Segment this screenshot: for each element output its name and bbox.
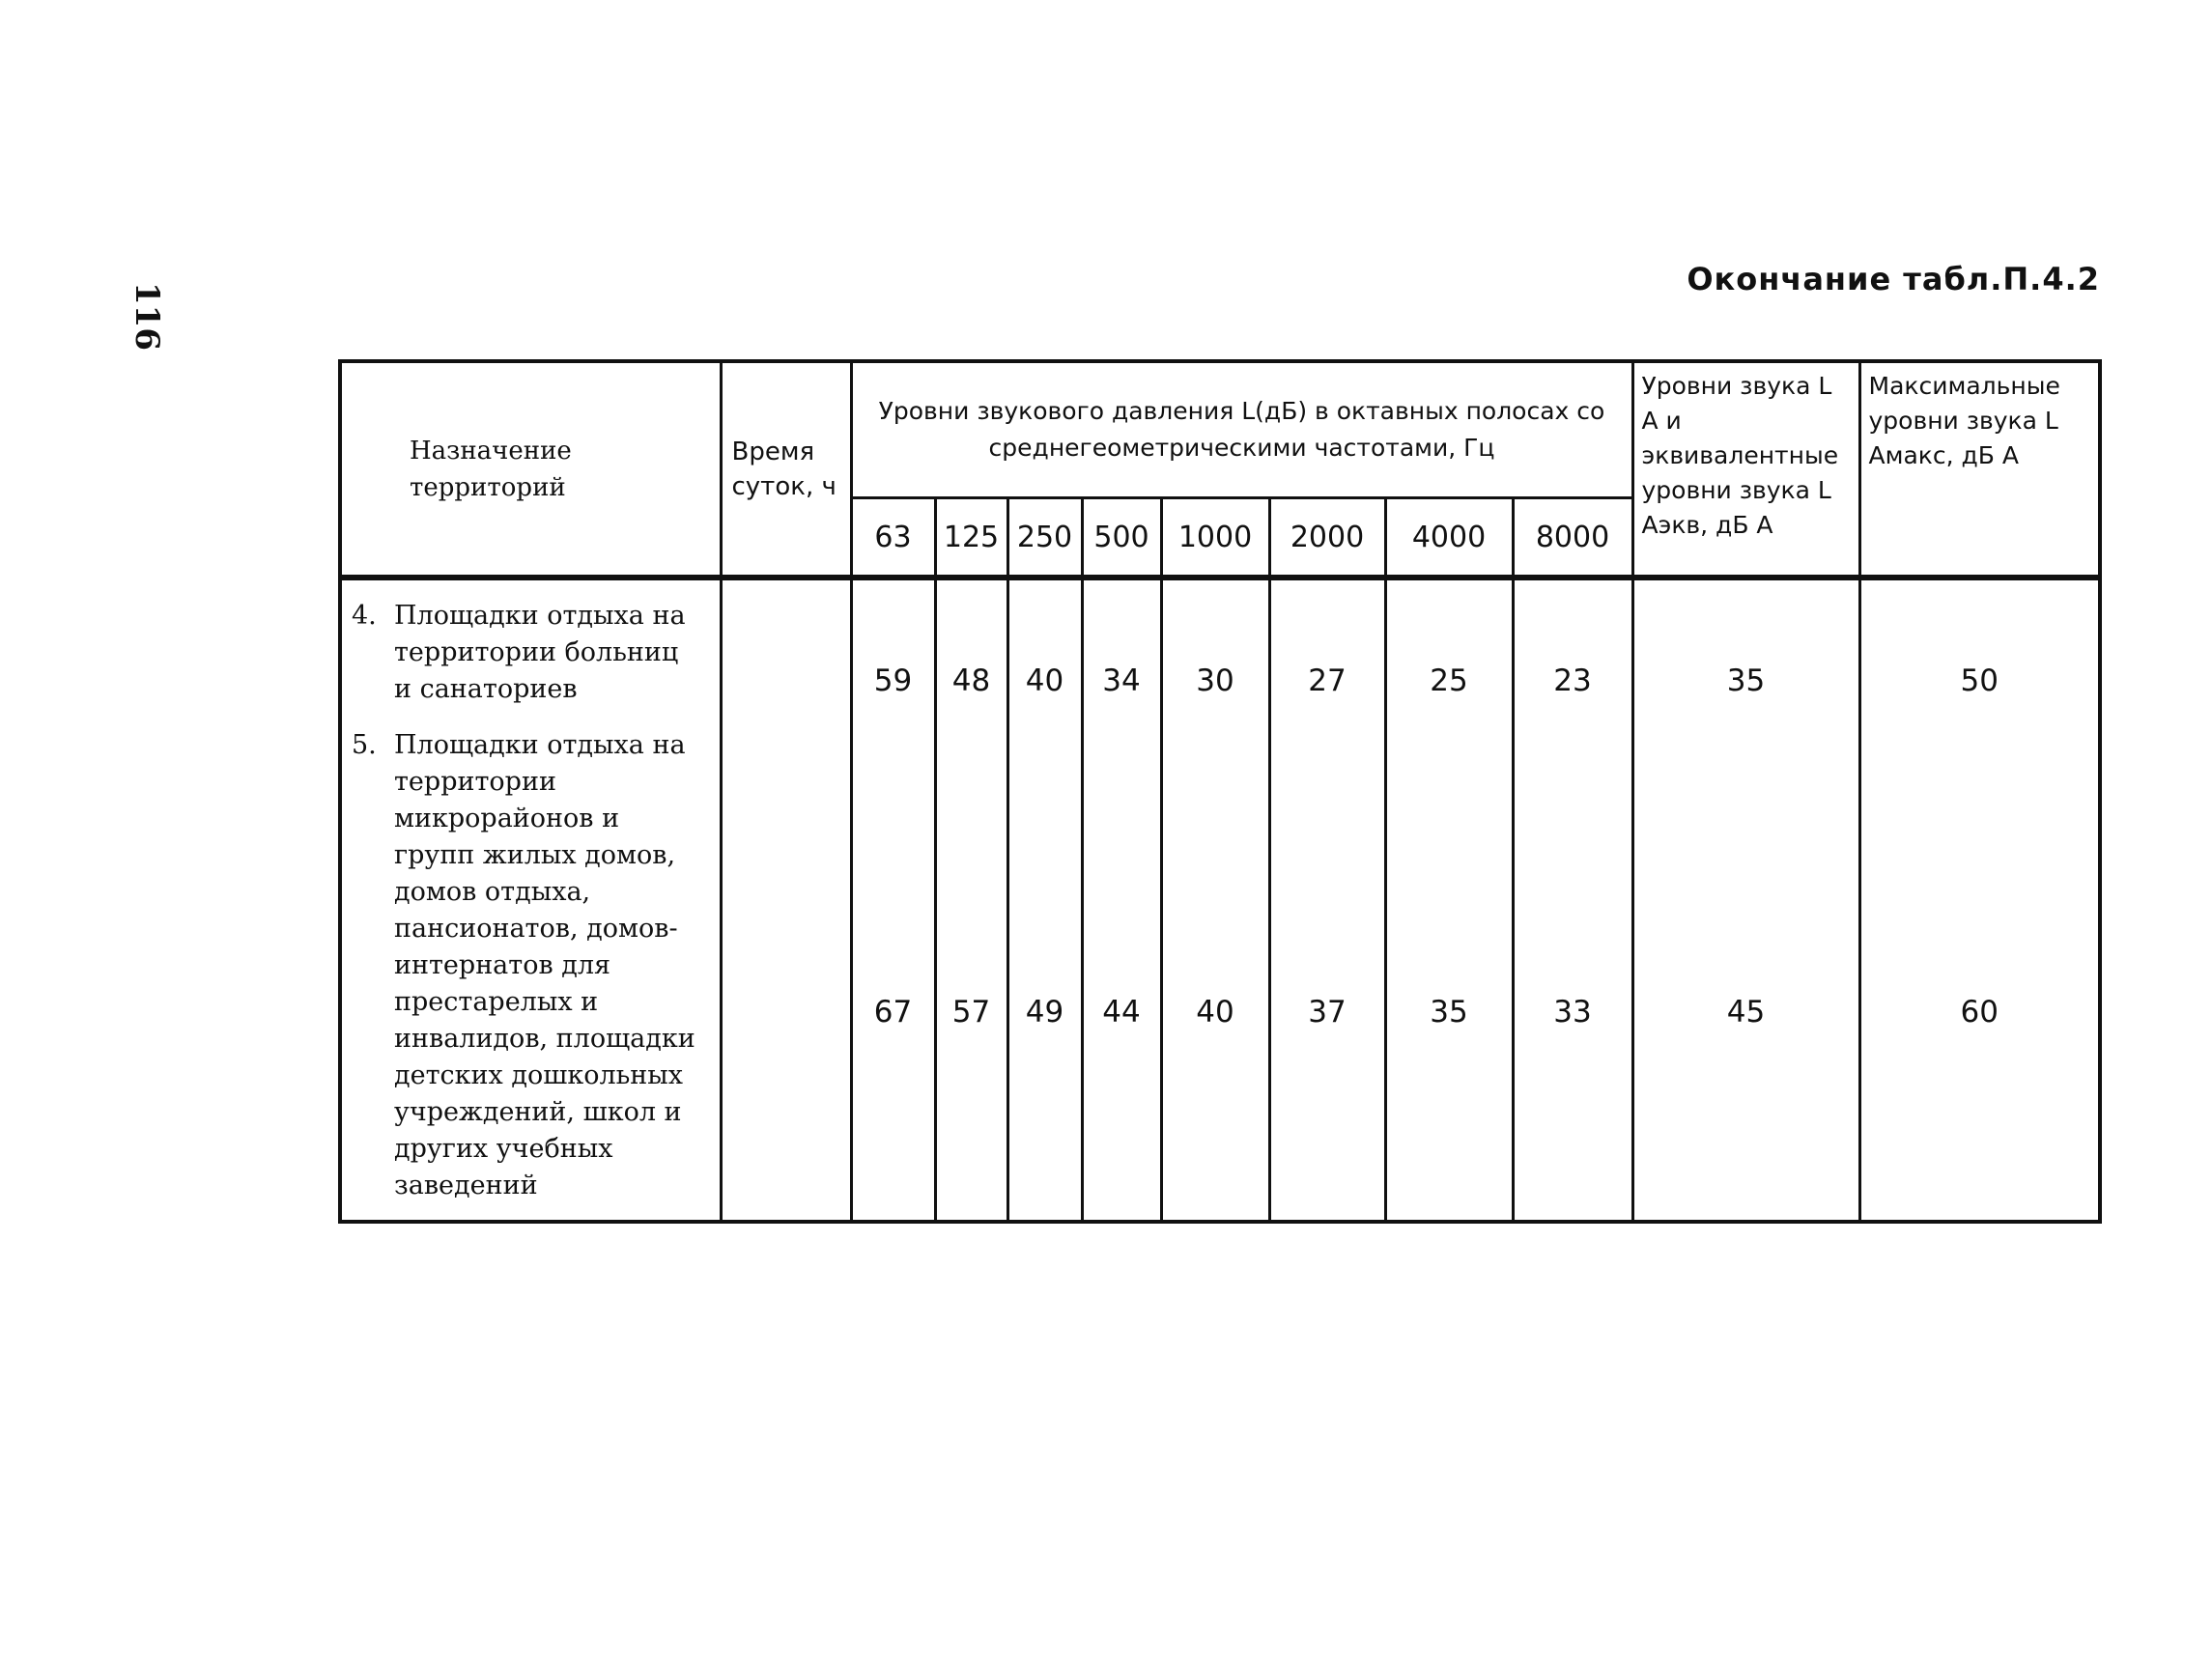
level-value-4000: 35 xyxy=(1385,723,1513,1222)
row-purpose-cell xyxy=(340,578,721,723)
header-frequency: 8000 xyxy=(1513,498,1632,579)
row-time-cell xyxy=(721,578,851,723)
row-purpose-text: Площадки отдыха на территории больниц и санаториев xyxy=(394,601,686,704)
header-frequency: 63 xyxy=(851,498,935,579)
level-value-2000: 37 xyxy=(1269,723,1385,1222)
level-value-125: 48 xyxy=(935,578,1007,723)
row-number: 5. xyxy=(352,730,377,760)
level-value-250: 49 xyxy=(1007,723,1082,1222)
level-value-8000: 23 xyxy=(1513,578,1632,723)
level-value-250: 40 xyxy=(1007,578,1082,723)
row-time-cell xyxy=(721,723,851,1222)
header-purpose: Назначение территорий xyxy=(340,361,721,578)
level-value-500: 44 xyxy=(1082,723,1161,1222)
max-level-value: 60 xyxy=(1859,723,2100,1222)
row-number: 4. xyxy=(352,601,377,631)
equivalent-level-value: 45 xyxy=(1632,723,1859,1222)
header-frequency: 125 xyxy=(935,498,1007,579)
level-value-1000: 30 xyxy=(1161,578,1269,723)
header-frequency: 500 xyxy=(1082,498,1161,579)
noise-norms-table xyxy=(338,359,2102,1224)
header-frequency: 4000 xyxy=(1385,498,1513,579)
level-value-63: 59 xyxy=(851,578,935,723)
level-value-8000: 33 xyxy=(1513,723,1632,1222)
header-frequency: 2000 xyxy=(1269,498,1385,579)
equivalent-level-value: 35 xyxy=(1632,578,1859,723)
row-purpose-cell xyxy=(340,723,721,1222)
row-purpose-text: Площадки отдыха на территории микрорайонов и групп жилых домов, домов отдыха, пансионатов, домов-интернатов для престарелых и инвалидов, площадки детских дошкольных учреждений, школ и других учебных заведений xyxy=(394,730,695,1200)
header-max-level: Максимальные уровни звука L Амакс, дБ А xyxy=(1859,361,2100,578)
table-row xyxy=(340,723,2100,1222)
table-row xyxy=(340,578,2100,723)
header-equivalent-level: Уровни звука L А и эквивалентные уровни звука L Аэкв, дБ А xyxy=(1632,361,1859,578)
header-sound-pressure-levels: Уровни звукового давления L(дБ) в октавных полосах со среднегеометрическими частотами, Гц xyxy=(851,361,1632,498)
level-value-63: 67 xyxy=(851,723,935,1222)
table-caption: Окончание табл.П.4.2 xyxy=(1687,261,2100,297)
page-number: 116 xyxy=(128,282,166,351)
level-value-2000: 27 xyxy=(1269,578,1385,723)
header-time-of-day: Время суток, ч xyxy=(721,361,851,578)
header-frequency: 250 xyxy=(1007,498,1082,579)
level-value-500: 34 xyxy=(1082,578,1161,723)
level-value-1000: 40 xyxy=(1161,723,1269,1222)
level-value-125: 57 xyxy=(935,723,1007,1222)
level-value-4000: 25 xyxy=(1385,578,1513,723)
header-frequency: 1000 xyxy=(1161,498,1269,579)
max-level-value: 50 xyxy=(1859,578,2100,723)
